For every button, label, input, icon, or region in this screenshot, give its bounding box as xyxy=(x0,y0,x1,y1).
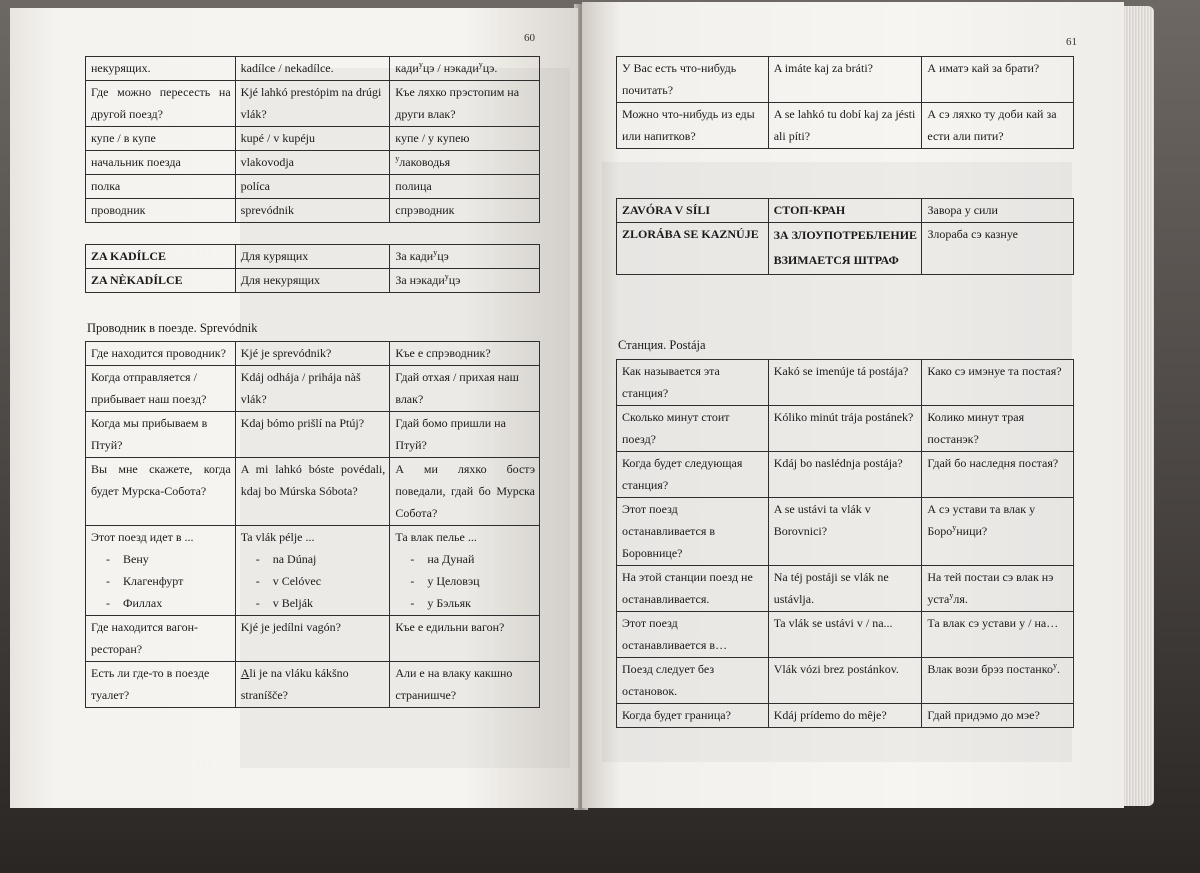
superscript: у xyxy=(478,60,483,69)
superscript: у xyxy=(1052,661,1057,670)
cell: А иматэ кай за брати? xyxy=(922,57,1074,103)
cell: Kjé je jedílni vagón? xyxy=(235,616,390,662)
table-row xyxy=(86,616,540,662)
table-row xyxy=(86,662,540,708)
cell: начальник поезда xyxy=(86,151,236,175)
cell: A mi lahkó bóste povédali, kdaj bo Múrska Sóbota? xyxy=(235,458,390,526)
section-caption: Станция. Postája xyxy=(618,338,706,352)
table-row xyxy=(617,566,1074,612)
text: li je na vláku kákšno straníšče? xyxy=(240,666,349,702)
cell: Къе ляхко прэстопим на други влак? xyxy=(390,81,540,127)
cell: На этой станции поезд не останавливается. xyxy=(617,566,769,612)
cell: Kdáj prídemo do mêje? xyxy=(768,704,922,728)
destination-list xyxy=(241,548,386,614)
table-row xyxy=(86,127,540,151)
list-head: Та влак пелье ... xyxy=(395,530,477,544)
cell: Как называется эта станция? xyxy=(617,360,769,406)
destination-list xyxy=(395,548,535,614)
text: За кади xyxy=(395,249,434,263)
cell: Когда будет следующая станция? xyxy=(617,452,769,498)
cell: Kjé je sprevódnik? xyxy=(235,342,390,366)
list-item: - Вену xyxy=(91,548,231,570)
cell: Vlák vózi brez postánkov. xyxy=(768,658,922,704)
table-row xyxy=(86,57,540,81)
table-row xyxy=(86,342,540,366)
cell xyxy=(235,662,390,708)
cell: некурящих. xyxy=(86,57,236,81)
cell xyxy=(390,245,540,269)
text: А сэ устави та влак у Боро xyxy=(927,502,1036,538)
cell: Kdaj bómo prišlí na Ptúj? xyxy=(235,412,390,458)
right-table-1 xyxy=(616,56,1074,149)
cell: полка xyxy=(86,175,236,199)
table-row xyxy=(617,199,1074,223)
table-row xyxy=(617,103,1074,149)
cell: проводник xyxy=(86,199,236,223)
superscript: у xyxy=(949,591,954,600)
right-page xyxy=(582,2,1124,808)
page-number-61: 61 xyxy=(1066,36,1077,48)
cell xyxy=(390,57,540,81)
list-item: - у Бэльяк xyxy=(395,592,535,614)
list-item: - на Дунай xyxy=(395,548,535,570)
cell: Можно что-нибудь из еды или напитков? xyxy=(617,103,769,149)
page-edges xyxy=(1124,6,1154,806)
text: Влак вози брэз постанко xyxy=(927,662,1053,676)
cell: kupé / v kupéju xyxy=(235,127,390,151)
cell: Для курящих xyxy=(235,245,390,269)
cell: Этот поезд останавливается в Боровнице? xyxy=(617,498,769,566)
cell: ЗА ЗЛОУПОТРЕБЛЕНИЕ ВЗИМАЕТСЯ ШТРАФ xyxy=(768,223,922,275)
cell: políca xyxy=(235,175,390,199)
table-row xyxy=(617,452,1074,498)
left-table-2 xyxy=(85,244,540,293)
cell: Завора у сили xyxy=(922,199,1074,223)
list-item: - у Целовэц xyxy=(395,570,535,592)
cell: СТОП-КРАН xyxy=(768,199,922,223)
cell: Где можно пересесть на другой поезд? xyxy=(86,81,236,127)
cell: vlakovodja xyxy=(235,151,390,175)
cell: А ми ляхко бостэ поведали, гдай бо Мурска Собота? xyxy=(390,458,540,526)
cell: Гдай отхая / прихая наш влак? xyxy=(390,366,540,412)
text: цэ xyxy=(448,273,461,287)
table-row xyxy=(86,458,540,526)
left-page xyxy=(10,8,578,808)
table-row xyxy=(86,366,540,412)
table-row xyxy=(86,269,540,293)
cell: Kakó se imenúje tá postája? xyxy=(768,360,922,406)
cell: Како сэ имэнуе та постая? xyxy=(922,360,1074,406)
cell: Где находится проводник? xyxy=(86,342,236,366)
cell xyxy=(390,526,540,616)
table-row xyxy=(86,526,540,616)
cell: Когда мы прибываем в Птуй? xyxy=(86,412,236,458)
table-row xyxy=(617,406,1074,452)
table-row xyxy=(617,223,1074,275)
cell: A se lahkó tu dobí kaj za jésti ali píti? xyxy=(768,103,922,149)
cell: ZLORÁBA SE KAZNÚJE xyxy=(617,223,769,275)
text: цэ. xyxy=(482,61,498,75)
superscript: у xyxy=(433,248,438,257)
cell xyxy=(922,498,1074,566)
right-table-2 xyxy=(616,198,1074,275)
cell: Ta vlák se ustávi v / na... xyxy=(768,612,922,658)
cell: Есть ли где-то в поезде туалет? xyxy=(86,662,236,708)
cell xyxy=(922,566,1074,612)
left-table-3 xyxy=(85,341,540,708)
cell: ZAVÓRA V SÍLI xyxy=(617,199,769,223)
cell: Къе е спрэводник? xyxy=(390,342,540,366)
cell: ZA NÈKADÍLCE xyxy=(86,269,236,293)
superscript: у xyxy=(444,272,449,281)
cell: Злораба сэ казнуе xyxy=(922,223,1074,275)
text: ля. xyxy=(953,592,968,606)
text: цэ xyxy=(437,249,449,263)
cell: Когда отправляется / прибывает наш поезд? xyxy=(86,366,236,412)
cell: Гдай придэмо до мэе? xyxy=(922,704,1074,728)
cell: Kjé lahkó prestópim na drúgi vlák? xyxy=(235,81,390,127)
table-row xyxy=(617,498,1074,566)
cell: спрэводник xyxy=(390,199,540,223)
text: ници? xyxy=(956,524,988,538)
cell: Та влак сэ устави у / на… xyxy=(922,612,1074,658)
cell xyxy=(390,269,540,293)
text: На тей постаи сэ влак нэ уста xyxy=(927,570,1054,606)
list-item: - Филлах xyxy=(91,592,231,614)
cell: Вы мне скажете, когда будет Мурска-Собота? xyxy=(86,458,236,526)
table-row xyxy=(617,612,1074,658)
list-head: Этот поезд идет в ... xyxy=(91,530,194,544)
cell: Гдай бомо пришли на Птуй? xyxy=(390,412,540,458)
table-row xyxy=(86,199,540,223)
text: За нэкади xyxy=(395,273,445,287)
cell: Когда будет граница? xyxy=(617,704,769,728)
section-caption: Проводник в поезде. Sprevódnik xyxy=(87,321,258,335)
table-row xyxy=(86,81,540,127)
list-item: - v Belják xyxy=(241,592,386,614)
table-row xyxy=(617,704,1074,728)
cell: Сколько минут стоит поезд? xyxy=(617,406,769,452)
table-row xyxy=(86,175,540,199)
cell: Na téj postáji se vlák ne ustávlja. xyxy=(768,566,922,612)
list-item: - v Celóvec xyxy=(241,570,386,592)
table-row xyxy=(617,57,1074,103)
cell: Где находится вагон-ресторан? xyxy=(86,616,236,662)
text: лаководья xyxy=(399,155,451,169)
cell xyxy=(922,658,1074,704)
cell xyxy=(390,151,540,175)
table-row xyxy=(86,151,540,175)
cell: купе / в купе xyxy=(86,127,236,151)
cell: Гдай бо наследня постая? xyxy=(922,452,1074,498)
page-number-60: 60 xyxy=(524,32,535,44)
list-item: - Клагенфурт xyxy=(91,570,231,592)
text: цэ / нэкади xyxy=(422,61,479,75)
text: кади xyxy=(395,61,419,75)
cell: Kdáj odhája / prihája nàš vlák? xyxy=(235,366,390,412)
cell: Али е на влаку какшно странишче? xyxy=(390,662,540,708)
cell: Kdáj bo naslédnja postája? xyxy=(768,452,922,498)
cell: купе / у купею xyxy=(390,127,540,151)
cell: sprevódnik xyxy=(235,199,390,223)
cell: kadílce / nekadílce. xyxy=(235,57,390,81)
destination-list xyxy=(91,548,231,614)
cell: A imáte kaj za bráti? xyxy=(768,57,922,103)
underlined-letter: A xyxy=(240,666,250,680)
cell: полица xyxy=(390,175,540,199)
list-item: - na Dúnaj xyxy=(241,548,386,570)
cell: Поезд следует без остановок. xyxy=(617,658,769,704)
superscript: у xyxy=(395,154,400,163)
superscript: у xyxy=(418,60,423,69)
left-table-1 xyxy=(85,56,540,223)
cell: У Вас есть что-нибудь почитать? xyxy=(617,57,769,103)
cell: Къе е едильни вагон? xyxy=(390,616,540,662)
cell: А сэ ляхко ту доби кай за ести али пити? xyxy=(922,103,1074,149)
cell: Kóliko minút trája postánek? xyxy=(768,406,922,452)
table-row xyxy=(617,658,1074,704)
cell: Этот поезд останавливается в… xyxy=(617,612,769,658)
cell: Колико минут трая постанэк? xyxy=(922,406,1074,452)
text: . xyxy=(1056,662,1060,676)
table-row xyxy=(86,412,540,458)
cell: ZA KADÍLCE xyxy=(86,245,236,269)
table-row xyxy=(86,245,540,269)
cell: A se ustávi ta vlák v Borovnici? xyxy=(768,498,922,566)
list-head: Ta vlák pélje ... xyxy=(240,530,315,544)
right-table-3 xyxy=(616,359,1074,728)
superscript: у xyxy=(952,523,957,532)
cell: Для некурящих xyxy=(235,269,390,293)
table-row xyxy=(617,360,1074,406)
cell xyxy=(86,526,236,616)
cell xyxy=(235,526,390,616)
